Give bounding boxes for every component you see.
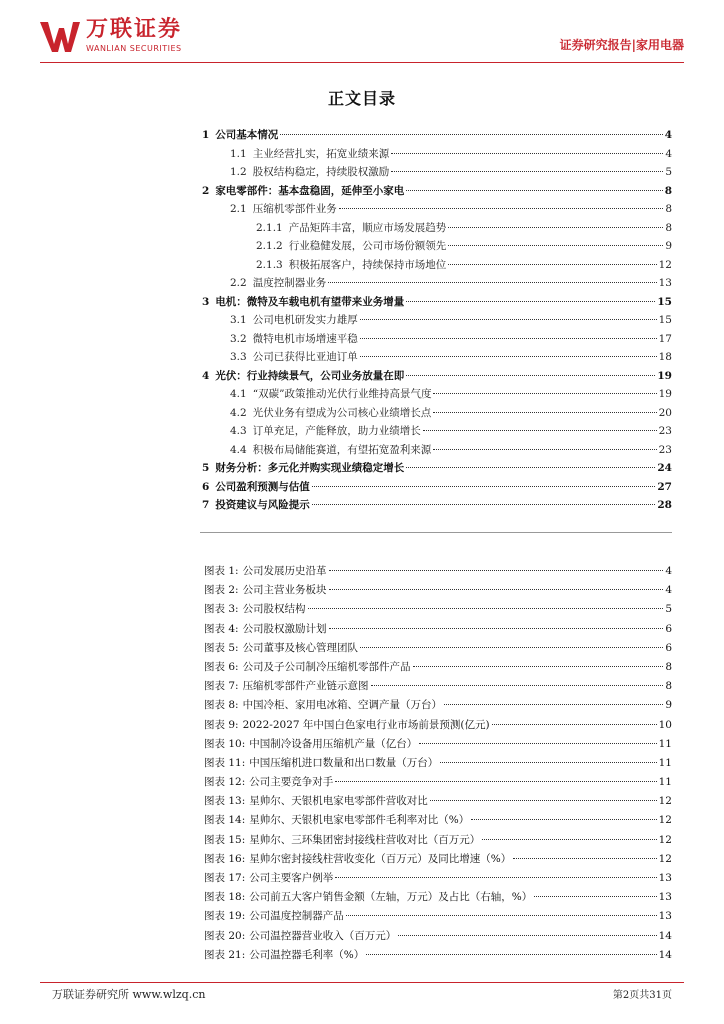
- toc-entry-title: [256, 237, 446, 256]
- figure-entry[interactable]: [204, 927, 672, 946]
- leader-dots: [406, 301, 655, 302]
- figure-page: 11: [658, 756, 672, 769]
- figure-text: 公司主要竞争对手: [249, 776, 334, 789]
- brand-name-cn: 万联证券: [86, 17, 183, 42]
- figure-entry-title: [204, 927, 396, 946]
- leader-dots: [430, 800, 657, 801]
- figure-entry-title: [204, 658, 411, 677]
- toc-entry-page: 19: [657, 369, 672, 382]
- figure-text: 公司董事及核心管理团队: [242, 641, 359, 654]
- toc-entry-title: [230, 385, 431, 404]
- figure-page: 4: [665, 584, 672, 597]
- figure-page: 12: [658, 814, 672, 827]
- toc-entry-number: 7: [202, 499, 210, 511]
- leader-dots: [329, 570, 664, 571]
- figure-text: 中国制冷设备用压缩机产量（亿台）: [249, 737, 418, 750]
- figure-entry[interactable]: [204, 773, 672, 792]
- leader-dots: [448, 264, 656, 265]
- leader-dots: [312, 504, 656, 505]
- figure-entry-title: [204, 946, 364, 965]
- figure-page: 10: [658, 718, 672, 731]
- figure-text: 中国压缩机进口数量和出口数量（万台）: [249, 756, 439, 769]
- leader-dots: [433, 412, 656, 413]
- figure-entry-title: [204, 639, 358, 658]
- brand-name-en: WANLIAN SECURITIES: [86, 44, 182, 53]
- figure-entry-title: [204, 907, 344, 926]
- figure-entry[interactable]: [204, 907, 672, 926]
- toc-entry-number: 2.1.2: [256, 240, 283, 252]
- leader-dots: [534, 896, 656, 897]
- toc-entry[interactable]: [200, 422, 672, 441]
- toc-entry[interactable]: [200, 478, 672, 497]
- toc-entry-text: 主业经营扎实，拓宽业绩来源: [252, 147, 390, 160]
- toc-entry-text: 积极拓展客户，持续保持市场地位: [288, 258, 447, 271]
- figure-label: 图表 2:: [204, 584, 239, 597]
- figure-entry-title: [204, 831, 480, 850]
- toc-entry-text: 公司基本情况: [215, 129, 279, 141]
- toc-entry-text: 光伏业务有望成为公司核心业绩增长点: [252, 406, 432, 419]
- toc-entry-page: 15: [657, 295, 672, 308]
- toc-entry-number: 3.2: [230, 332, 247, 345]
- figure-entry-title: [204, 735, 417, 754]
- leader-dots: [312, 486, 656, 487]
- figure-entry[interactable]: [204, 677, 672, 696]
- toc-entry-number: 3.1: [230, 314, 247, 326]
- toc-entry[interactable]: [200, 182, 672, 201]
- leader-dots: [448, 227, 663, 228]
- figure-entry[interactable]: [204, 658, 672, 677]
- toc-entry-number: 2.1.3: [256, 258, 283, 271]
- toc-entry[interactable]: [200, 311, 672, 330]
- toc-entry-page: 13: [658, 277, 672, 289]
- toc-entry-number: 1.2: [230, 166, 247, 178]
- toc-entry[interactable]: [200, 496, 672, 515]
- page-header: [40, 14, 684, 62]
- footer-divider: [40, 982, 684, 983]
- figure-text: 公司前五大客户销售金额（左轴，万元）及占比（右轴，%）: [249, 891, 533, 904]
- toc-entry-text: 微特电机市场增速平稳: [252, 332, 358, 345]
- figure-label: 图表 11:: [204, 756, 246, 769]
- leader-dots: [419, 743, 656, 744]
- leader-dots: [328, 282, 656, 283]
- figure-label: 图表 10:: [204, 737, 246, 750]
- leader-dots: [360, 338, 657, 339]
- leader-dots: [413, 666, 664, 667]
- figure-entry-title: [204, 620, 327, 639]
- figure-label: 图表 15:: [204, 833, 246, 846]
- leader-dots: [371, 685, 664, 686]
- toc-entry[interactable]: [200, 237, 672, 256]
- figure-page: 12: [658, 852, 672, 865]
- figure-label: 图表 20:: [204, 929, 246, 942]
- toc-entry-text: 压缩机零部件业务: [252, 203, 337, 215]
- page-title: 正文目录: [327, 89, 396, 108]
- toc-entry-number: 6: [202, 480, 210, 493]
- figure-label: 图表 7:: [204, 680, 239, 693]
- toc-entry-title: [230, 145, 389, 164]
- toc-entry[interactable]: [200, 404, 672, 423]
- toc-entry-text: 订单充足，产能释放，助力业绩增长: [252, 425, 421, 437]
- figure-page: 14: [658, 929, 672, 942]
- toc-entry-page: 8: [665, 221, 672, 234]
- toc-entry-title: [202, 367, 404, 386]
- figure-entry[interactable]: [204, 562, 672, 581]
- figure-text: 公司股权结构: [242, 603, 306, 616]
- leader-dots: [391, 153, 663, 154]
- toc-entry-page: 9: [665, 240, 672, 252]
- toc-entry-number: 4.1: [230, 388, 247, 400]
- toc-entry-page: 27: [657, 480, 672, 493]
- figure-page: 4: [665, 565, 672, 577]
- toc-entry-page: 12: [658, 258, 672, 271]
- figure-entry[interactable]: [204, 696, 672, 715]
- toc-entry-title: [230, 274, 326, 293]
- toc-entry-number: 4.2: [230, 406, 247, 419]
- toc-entry-number: 2: [202, 184, 210, 197]
- figure-entry-title: [204, 581, 327, 600]
- header-divider: [40, 62, 684, 63]
- toc-entry-title: [256, 219, 446, 238]
- figure-page: 11: [658, 776, 672, 789]
- toc-entry-title: [202, 293, 404, 312]
- figure-label: 图表 18:: [204, 891, 246, 904]
- figure-label: 图表 17:: [204, 872, 246, 884]
- figure-entry-title: [204, 888, 532, 907]
- toc-entry-title: [230, 441, 431, 460]
- figure-entry[interactable]: [204, 811, 672, 830]
- toc-entry-page: 8: [665, 203, 672, 215]
- toc-entry[interactable]: [200, 348, 672, 367]
- toc-entry[interactable]: [200, 441, 672, 460]
- leader-dots: [335, 781, 656, 782]
- figure-entry[interactable]: [204, 946, 672, 965]
- leader-dots: [360, 319, 657, 320]
- toc-entry-title: [256, 256, 446, 275]
- figure-text: 公司温度控制器产品: [249, 910, 344, 923]
- toc-entry-page: 8: [664, 184, 672, 197]
- figure-entry-title: [204, 716, 490, 735]
- leader-dots: [329, 589, 664, 590]
- toc-entry-number: 2.1: [230, 203, 247, 215]
- figure-entry-title: [204, 562, 327, 581]
- leader-dots: [448, 245, 663, 246]
- toc-entry-title: [202, 478, 310, 497]
- figure-entry-title: [204, 869, 333, 888]
- section-divider: [200, 532, 672, 533]
- leader-dots: [440, 762, 656, 763]
- toc-entry-title: [202, 496, 310, 515]
- toc-entry-page: 4: [664, 129, 672, 141]
- figure-entry-title: [204, 696, 442, 715]
- figure-text: 公司股权激励计划: [242, 622, 327, 635]
- leader-dots: [339, 208, 664, 209]
- toc-entry-page: 20: [658, 406, 672, 419]
- leader-dots: [335, 877, 656, 878]
- figure-text: 星帅尔、天银机电家电零部件毛利率对比（%）: [249, 814, 470, 827]
- toc-entry-title: [230, 404, 431, 423]
- figure-text: 星帅尔密封接线柱营收变化（百万元）及同比增速（%）: [249, 852, 512, 865]
- figure-label: 图表 4:: [204, 622, 239, 635]
- leader-dots: [360, 647, 663, 648]
- figure-page: 6: [665, 622, 672, 635]
- toc-entry-text: 股权结构稳定，持续股权激励: [252, 166, 390, 178]
- toc-entry-text: 财务分析：多元化并购实现业绩稳定增长: [215, 462, 405, 474]
- figure-entry-title: [204, 677, 369, 696]
- footer-page-number: 第2页共31页: [612, 990, 672, 1001]
- toc-entry-page: 4: [665, 147, 672, 160]
- leader-dots: [492, 724, 657, 725]
- figure-entry-title: [204, 754, 438, 773]
- toc-entry-text: 电机：微特及车载电机有望带来业务增量: [215, 295, 405, 308]
- toc-entry[interactable]: [200, 219, 672, 238]
- table-of-contents: [200, 126, 672, 515]
- toc-entry-text: 积极布局储能赛道，有望拓宽盈利来源: [252, 443, 432, 456]
- toc-entry-text: 行业稳健发展，公司市场份额领先: [288, 240, 447, 252]
- toc-entry-number: 5: [202, 462, 210, 474]
- toc-entry-page: 19: [658, 388, 672, 400]
- figure-label: 图表 8:: [204, 699, 239, 712]
- figure-text: 公司温控器毛利率（%）: [249, 948, 365, 961]
- figure-entry[interactable]: [204, 888, 672, 907]
- figure-text: 公司温控器营业收入（百万元）: [249, 929, 397, 942]
- toc-entry[interactable]: [200, 367, 672, 386]
- toc-entry-title: [230, 330, 358, 349]
- figure-entry-title: [204, 811, 469, 830]
- leader-dots: [513, 858, 656, 859]
- toc-entry-text: 公司已获得比亚迪订单: [252, 351, 358, 363]
- toc-entry[interactable]: [200, 163, 672, 182]
- figure-page: 13: [658, 910, 672, 923]
- toc-entry-title: [202, 126, 278, 145]
- figure-label: 图表 21:: [204, 948, 246, 961]
- figure-text: 星帅尔、三环集团密封接线柱营收对比（百万元）: [249, 833, 481, 846]
- wanlian-logo: [40, 16, 240, 60]
- toc-entry[interactable]: [200, 385, 672, 404]
- figure-entry[interactable]: [204, 869, 672, 888]
- figure-page: 14: [658, 948, 672, 961]
- leader-dots: [391, 171, 663, 172]
- leader-dots: [360, 356, 657, 357]
- toc-entry-page: 23: [658, 443, 672, 456]
- figure-label: 图表 9:: [204, 718, 239, 731]
- toc-entry-number: 4.3: [230, 425, 247, 437]
- toc-entry-number: 2.1.1: [256, 221, 283, 234]
- toc-entry-number: 2.2: [230, 277, 247, 289]
- figure-page: 8: [665, 660, 672, 673]
- toc-entry-title: [230, 200, 337, 219]
- toc-entry[interactable]: [200, 330, 672, 349]
- figure-entry[interactable]: [204, 754, 672, 773]
- figure-label: 图表 16:: [204, 852, 246, 865]
- figure-text: 公司发展历史沿革: [242, 565, 327, 577]
- leader-dots: [398, 935, 656, 936]
- toc-entry[interactable]: [200, 256, 672, 275]
- figure-page: 6: [665, 641, 672, 654]
- figure-entry-title: [204, 850, 511, 869]
- figure-text: 压缩机零部件产业链示意图: [242, 680, 369, 693]
- toc-entry-text: 公司盈利预测与估值: [215, 480, 310, 493]
- leader-dots: [280, 134, 662, 135]
- toc-entry-number: 3.3: [230, 351, 247, 363]
- toc-entry-title: [230, 311, 358, 330]
- toc-entry-number: 1: [202, 129, 210, 141]
- wanlian-w-logo-icon: [40, 20, 80, 54]
- toc-entry[interactable]: [200, 145, 672, 164]
- figure-page: 5: [665, 603, 672, 616]
- figure-entry-title: [204, 773, 333, 792]
- toc-entry-page: 15: [658, 314, 672, 326]
- leader-dots: [433, 449, 656, 450]
- leader-dots: [444, 704, 663, 705]
- figure-entry[interactable]: [204, 792, 672, 811]
- toc-entry-text: 投资建议与风险提示: [215, 499, 310, 511]
- toc-entry[interactable]: [200, 293, 672, 312]
- toc-entry-number: 4: [202, 369, 210, 382]
- figure-entry[interactable]: [204, 831, 672, 850]
- leader-dots: [482, 839, 656, 840]
- toc-entry-title: [230, 348, 358, 367]
- toc-entry[interactable]: [200, 126, 672, 145]
- toc-entry-text: 产品矩阵丰富，顺应市场发展趋势: [288, 221, 447, 234]
- toc-entry-text: “双碳”政策推动光伏行业维持高景气度: [252, 388, 432, 400]
- report-category: 证券研究报告|家用电器: [559, 38, 684, 52]
- figure-page: 8: [665, 680, 672, 693]
- figure-entry[interactable]: [204, 600, 672, 619]
- toc-entry-title: [202, 182, 404, 201]
- leader-dots: [366, 954, 656, 955]
- figure-label: 图表 5:: [204, 641, 239, 654]
- leader-dots: [406, 190, 662, 191]
- figure-page: 11: [658, 737, 672, 750]
- figure-entry[interactable]: [204, 620, 672, 639]
- toc-entry-page: 5: [665, 166, 672, 178]
- toc-entry[interactable]: [200, 274, 672, 293]
- leader-dots: [423, 430, 657, 431]
- figure-entry-title: [204, 792, 428, 811]
- figure-entry[interactable]: [204, 581, 672, 600]
- figure-page: 12: [658, 795, 672, 808]
- figure-entry[interactable]: [204, 850, 672, 869]
- figure-text: 公司及子公司制冷压缩机零部件产品: [242, 660, 411, 673]
- toc-entry-title: [230, 422, 421, 441]
- figure-label: 图表 14:: [204, 814, 246, 827]
- toc-entry-text: 家电零部件：基本盘稳固，延伸至小家电: [215, 184, 405, 197]
- figure-page: 13: [658, 891, 672, 904]
- figure-entry[interactable]: [204, 735, 672, 754]
- toc-entry-page: 24: [657, 462, 672, 474]
- leader-dots: [471, 819, 656, 820]
- figure-text: 公司主要客户例举: [249, 872, 334, 884]
- figure-entry-title: [204, 600, 306, 619]
- toc-entry-page: 23: [658, 425, 672, 437]
- toc-entry[interactable]: [200, 200, 672, 219]
- figure-label: 图表 12:: [204, 776, 246, 789]
- toc-entry-number: 1.1: [230, 147, 247, 160]
- toc-entry-page: 28: [657, 499, 672, 511]
- figure-text: 星帅尔、天银机电家电零部件营收对比: [249, 795, 428, 808]
- figure-list: [204, 562, 672, 965]
- figure-label: 图表 13:: [204, 795, 246, 808]
- toc-entry-number: 3: [202, 295, 210, 308]
- figure-text: 2022-2027 年中国白色家电行业市场前景预测(亿元): [242, 718, 490, 731]
- toc-entry-page: 17: [658, 332, 672, 345]
- toc-entry-text: 温度控制器业务: [252, 277, 327, 289]
- toc-entry[interactable]: [200, 459, 672, 478]
- figure-label: 图表 19:: [204, 910, 246, 923]
- toc-entry-title: [202, 459, 404, 478]
- leader-dots: [308, 608, 664, 609]
- figure-page: 9: [665, 699, 672, 712]
- figure-entry[interactable]: [204, 639, 672, 658]
- figure-label: 图表 1:: [204, 565, 239, 577]
- toc-entry-title: [230, 163, 389, 182]
- footer-source: 万联证券研究所 www.wlzq.cn: [52, 988, 206, 1001]
- figure-page: 13: [658, 872, 672, 884]
- figure-text: 公司主营业务板块: [242, 584, 327, 597]
- toc-entry-text: 公司电机研发实力雄厚: [252, 314, 358, 326]
- figure-label: 图表 6:: [204, 660, 239, 673]
- leader-dots: [406, 467, 655, 468]
- figure-text: 中国冷柜、家用电冰箱、空调产量（万台）: [242, 699, 443, 712]
- toc-entry-page: 18: [658, 351, 672, 363]
- leader-dots: [433, 393, 656, 394]
- figure-label: 图表 3:: [204, 603, 239, 616]
- toc-entry-number: 4.4: [230, 443, 247, 456]
- figure-page: 12: [658, 833, 672, 846]
- leader-dots: [346, 915, 657, 916]
- leader-dots: [329, 628, 664, 629]
- toc-entry-text: 光伏：行业持续景气，公司业务放量在即: [215, 369, 405, 382]
- figure-entry[interactable]: [204, 716, 672, 735]
- leader-dots: [406, 375, 655, 376]
